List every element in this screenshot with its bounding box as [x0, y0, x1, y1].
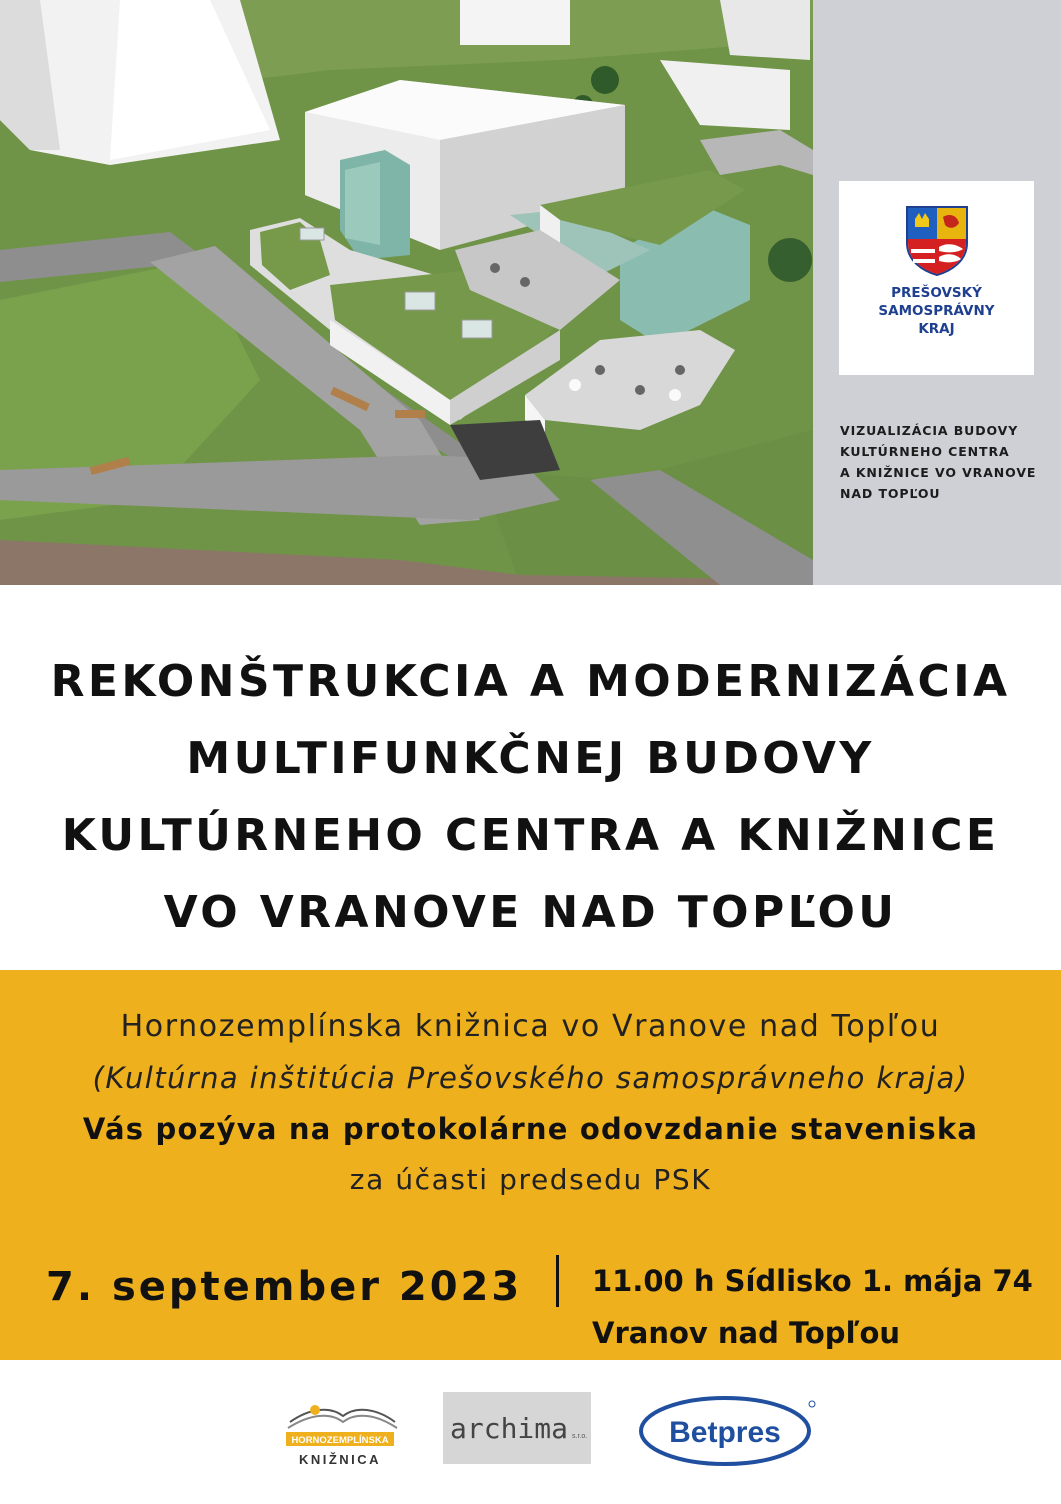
- event-time-address: 11.00 h Sídlisko 1. mája 74: [592, 1264, 1033, 1298]
- divider: [556, 1255, 559, 1307]
- library-logo: [286, 1405, 397, 1467]
- event-town: Vranov nad Topľou: [592, 1316, 901, 1350]
- psk-coat-of-arms-icon: [905, 205, 969, 277]
- caption-line4: NAD TOPĽOU: [840, 486, 941, 501]
- psk-logo: [839, 181, 1034, 375]
- archima-logo-text: archima: [450, 1412, 569, 1445]
- image-caption: [840, 420, 1050, 504]
- title-line2: MULTIFUNKČNEJ BUDOVY: [186, 733, 875, 784]
- title-line1: REKONŠTRUKCIA A MODERNIZÁCIA: [50, 656, 1011, 707]
- partner-logos: [0, 1380, 1061, 1500]
- title-line3: KULTÚRNEHO CENTRA A KNIŽNICE: [61, 810, 1000, 861]
- organizer-name: Hornozemplínska knižnica vo Vranove nad Topľou: [120, 1009, 941, 1044]
- caption-line1: VIZUALIZÁCIA BUDOVY: [840, 423, 1019, 438]
- betpres-logo-text: Betpres: [669, 1416, 781, 1449]
- invitation-text: Vás pozýva na protokolárne odovzdanie staveniska: [82, 1112, 979, 1146]
- archima-logo-sro: s.r.o.: [572, 1433, 588, 1440]
- psk-name-line3: KRAJ: [918, 321, 955, 337]
- library-logo-top: HORNOZEMPLÍNSKA: [291, 1435, 389, 1446]
- title-line4: VO VRANOVE NAD TOPĽOU: [163, 887, 898, 938]
- event-date: 7. september 2023: [46, 1264, 523, 1310]
- psk-name: [839, 284, 1034, 338]
- building-visualization-image: [0, 0, 813, 585]
- archima-logo: [443, 1392, 591, 1464]
- caption-line2: KULTÚRNEHO CENTRA: [840, 444, 1010, 459]
- caption-line3: A KNIŽNICE VO VRANOVE: [840, 465, 1037, 480]
- psk-name-line2: SAMOSPRÁVNY: [878, 303, 995, 319]
- page-title: [0, 643, 1061, 951]
- event-time-place: [592, 1255, 1033, 1359]
- guest-text: za účasti predsedu PSK: [349, 1163, 712, 1196]
- betpres-logo: [641, 1398, 815, 1464]
- organizer-note: (Kultúrna inštitúcia Prešovského samosprávneho kraja): [92, 1061, 969, 1095]
- library-logo-bottom: KNIŽNICA: [298, 1452, 382, 1467]
- psk-name-line1: PREŠOVSKÝ: [891, 285, 982, 301]
